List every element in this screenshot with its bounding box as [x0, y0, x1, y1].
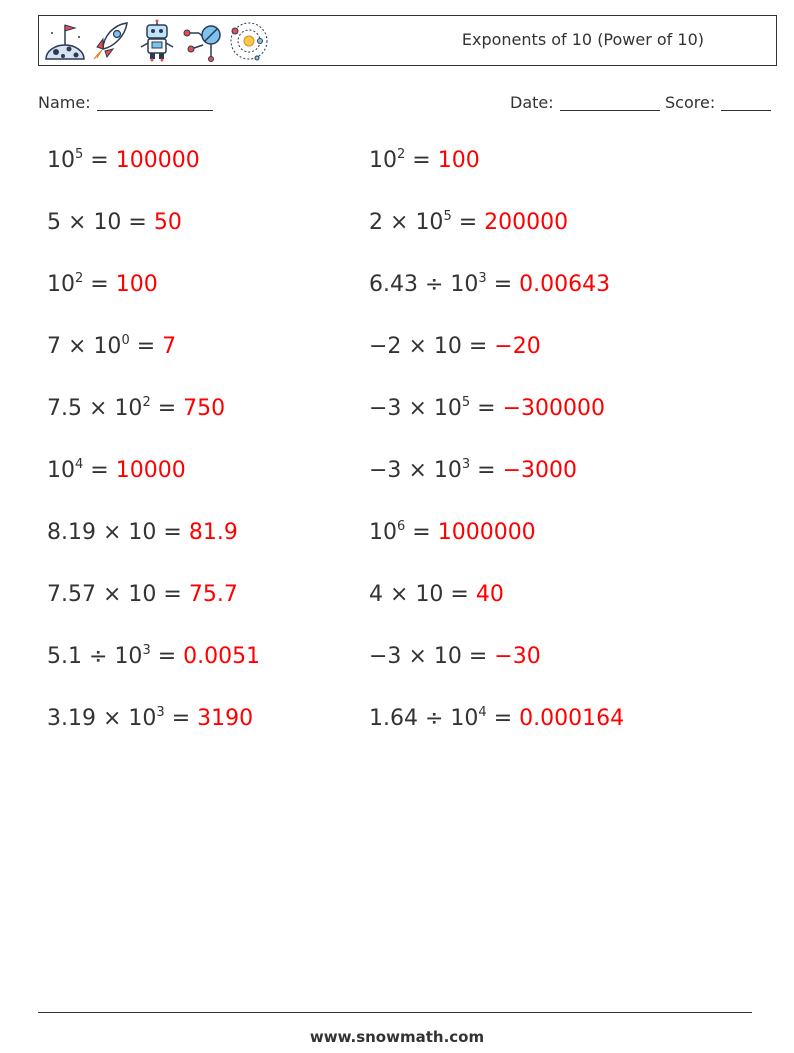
problem-operator: × — [102, 520, 122, 545]
problem-item: $7.5 \times 10^2 = 750$ — [47, 395, 226, 421]
problem-item: 4 × 10 = 40 — [369, 582, 504, 607]
problem-base: 10 — [47, 148, 75, 173]
problem-answer: 7 — [162, 334, 177, 359]
problem-multiplier: 7.57 — [47, 582, 96, 607]
problem-base: 10 — [114, 396, 143, 421]
problem-answer: 200000 — [484, 210, 569, 235]
rocket-icon — [89, 19, 133, 63]
problem-operator: × — [89, 396, 108, 421]
problem-operator: × — [102, 706, 122, 731]
name-blank[interactable] — [97, 94, 213, 111]
problem-item: $1.64 \div 10^4 = 0.000164$ — [369, 705, 625, 731]
problem-answer: 10000 — [115, 458, 186, 483]
problem-operator: × — [390, 210, 409, 235]
problem-operator: × — [102, 582, 122, 607]
problem-base: 10 — [415, 582, 444, 607]
problem-operator: ÷ — [89, 644, 108, 669]
worksheet-header — [38, 15, 777, 66]
problem-multiplier: 5 — [47, 210, 61, 235]
problem-base: 10 — [415, 210, 444, 235]
problem-item: $10^2 = 100$ — [47, 271, 158, 297]
score-blank[interactable] — [721, 94, 771, 111]
footer-url: www.snowmath.com — [309, 1028, 485, 1046]
problem-item: $10^4 = 10000$ — [47, 457, 186, 483]
solar-system-icon — [227, 19, 271, 63]
problem-exponent: 3 — [478, 271, 487, 286]
problem-multiplier: −3 — [369, 644, 402, 669]
problem-item: 7.57 × 10 = 75.7 — [47, 582, 238, 607]
problem-item: −2 × 10 = −20 — [369, 334, 541, 359]
problem-base: 10 — [433, 644, 462, 669]
problem-exponent: 6 — [397, 519, 406, 534]
problem-item: $10^2 = 100$ — [369, 147, 480, 173]
problem-exponent: 0 — [121, 333, 130, 348]
score-field — [665, 93, 771, 112]
problem-multiplier: −3 — [369, 458, 402, 483]
problem-base: 10 — [93, 210, 122, 235]
problem-multiplier: 5.1 — [47, 644, 82, 669]
problem-item: 5 × 10 = 50 — [47, 210, 182, 235]
problem-base: 10 — [93, 334, 122, 359]
satellite-icon — [181, 19, 225, 63]
problem-operator: ÷ — [424, 706, 444, 731]
problem-answer: −20 — [494, 334, 541, 359]
problem-operator: ÷ — [424, 272, 444, 297]
problem-multiplier: −2 — [369, 334, 402, 359]
problem-base: 10 — [128, 706, 157, 731]
problem-base: 10 — [433, 458, 462, 483]
problem-item: $2 \times 10^5 = 200000$ — [369, 209, 569, 235]
problem-exponent: 5 — [443, 209, 452, 224]
problem-answer: 40 — [475, 582, 504, 607]
problem-multiplier: 8.19 — [47, 520, 96, 545]
problem-base: 10 — [369, 520, 397, 545]
problem-operator: × — [408, 458, 427, 483]
problem-multiplier: 3.19 — [47, 706, 96, 731]
worksheet-title: Exponents of 10 (Power of 10) — [461, 30, 704, 49]
problem-multiplier: 2 — [369, 210, 383, 235]
problem-operator: × — [68, 334, 87, 359]
problem-operator: × — [390, 582, 409, 607]
problem-base: 10 — [47, 458, 75, 483]
problem-base: 10 — [433, 396, 462, 421]
name-label: Name: — [38, 93, 91, 112]
problem-exponent: 2 — [142, 395, 151, 410]
problem-base: 10 — [114, 644, 143, 669]
problem-item: $-3 \times 10^5 = -300000$ — [369, 395, 605, 421]
problem-answer: 100000 — [115, 148, 200, 173]
problem-item: $-3 \times 10^3 = -3000$ — [369, 457, 577, 483]
header-icons — [43, 19, 273, 63]
footer-divider — [38, 1012, 752, 1013]
problem-multiplier: 7.5 — [47, 396, 82, 421]
problem-answer: 100 — [437, 148, 480, 173]
problem-operator: × — [408, 396, 427, 421]
date-label: Date: — [510, 93, 554, 112]
problem-answer: −300000 — [502, 396, 605, 421]
problem-item: $5.1 \div 10^3 = 0.0051$ — [47, 643, 261, 669]
date-blank[interactable] — [560, 94, 660, 111]
problem-answer: 750 — [183, 396, 226, 421]
problem-exponent: 4 — [75, 457, 84, 472]
problem-item: 8.19 × 10 = 81.9 — [47, 520, 238, 545]
date-field — [510, 93, 660, 112]
problem-answer: 50 — [153, 210, 182, 235]
problem-answer: 0.0051 — [183, 644, 261, 669]
problem-base: 10 — [450, 272, 479, 297]
problem-answer: 0.00643 — [519, 272, 611, 297]
problem-exponent: 2 — [397, 147, 406, 162]
problem-item: $7 \times 10^0 = 7$ — [47, 333, 177, 359]
problem-exponent: 2 — [75, 271, 84, 286]
problem-base: 10 — [128, 520, 157, 545]
problem-answer: 3190 — [197, 706, 254, 731]
problem-operator: × — [408, 334, 427, 359]
name-field — [38, 93, 213, 112]
problem-item: $3.19 \times 10^3 = 3190$ — [47, 705, 254, 731]
problem-item: −3 × 10 = −30 — [369, 644, 541, 669]
problem-exponent: 4 — [478, 705, 487, 720]
problem-exponent: 5 — [461, 395, 471, 410]
score-label: Score: — [665, 93, 716, 112]
problem-answer: 75.7 — [188, 582, 238, 607]
problem-exponent: 3 — [461, 457, 471, 472]
problem-multiplier: 4 — [369, 582, 383, 607]
problem-multiplier: 1.64 — [369, 706, 418, 731]
problem-multiplier: 7 — [47, 334, 61, 359]
problem-answer: −30 — [494, 644, 541, 669]
problem-base: 10 — [450, 706, 479, 731]
problem-multiplier: −3 — [369, 396, 402, 421]
moon-flag-icon — [43, 19, 87, 63]
problem-operator: × — [68, 210, 87, 235]
problem-answer: 1000000 — [437, 520, 536, 545]
problem-exponent: 3 — [142, 643, 151, 658]
problem-answer: 81.9 — [188, 520, 238, 545]
robot-icon — [135, 19, 179, 63]
problem-exponent: 5 — [75, 147, 84, 162]
problem-base: 10 — [369, 148, 397, 173]
problem-item: $6.43 \div 10^3 = 0.00643$ — [369, 271, 611, 297]
problem-answer: −3000 — [502, 458, 577, 483]
problem-item: $10^5 = 100000$ — [47, 147, 200, 173]
problem-answer: 100 — [115, 272, 158, 297]
problem-base: 10 — [128, 582, 157, 607]
problem-base: 10 — [47, 272, 75, 297]
problem-operator: × — [408, 644, 427, 669]
problem-exponent: 3 — [156, 705, 165, 720]
problem-item: $10^6 = 1000000$ — [369, 519, 536, 545]
problem-base: 10 — [433, 334, 462, 359]
problem-multiplier: 6.43 — [369, 272, 418, 297]
problem-answer: 0.000164 — [519, 706, 625, 731]
